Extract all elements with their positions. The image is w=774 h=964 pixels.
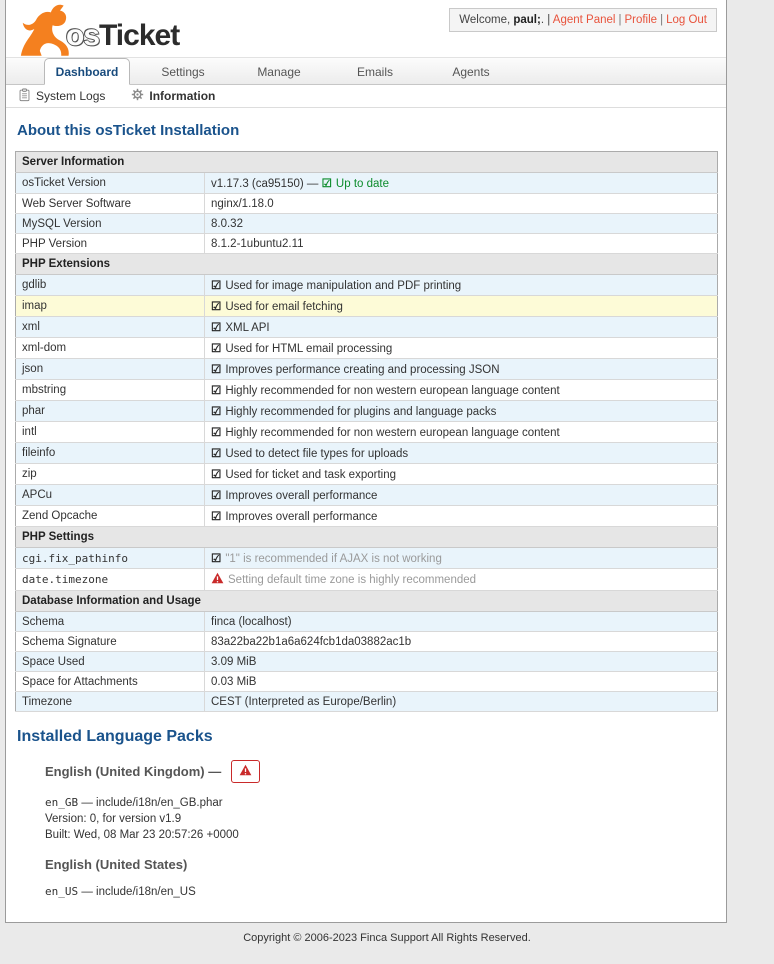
- separator: |: [660, 14, 664, 26]
- pack-code: en_US: [45, 885, 79, 899]
- footer-copyright: Copyright © 2006-2023 Finca Support All Rights Reserved.: [243, 932, 531, 945]
- table-row-phar: [16, 401, 718, 422]
- value-text: Used for ticket and task exporting: [225, 469, 396, 481]
- row-value: [205, 234, 718, 254]
- tab-agents[interactable]: Agents: [452, 65, 490, 79]
- row-label: gdlib: [16, 275, 205, 296]
- row-value: [205, 317, 718, 338]
- value-text: Used to detect file types for uploads: [225, 448, 409, 460]
- value-text: Improves performance creating and processing JSON: [225, 364, 500, 376]
- row-value: [205, 173, 718, 194]
- row-value: [205, 443, 718, 464]
- row-label: Zend Opcache: [16, 506, 205, 527]
- checkbox-icon: ☑: [211, 490, 222, 502]
- row-label: imap: [16, 296, 205, 317]
- logo-text: [66, 21, 179, 51]
- row-value: [205, 672, 718, 692]
- table-row-mysql-version: [16, 214, 718, 234]
- table-row-date-timezone: [16, 569, 718, 591]
- value-text: 8.0.32: [211, 217, 243, 230]
- gear-icon: [131, 88, 144, 104]
- row-value: [205, 338, 718, 359]
- main-window: [5, 0, 727, 923]
- row-value: [205, 692, 718, 712]
- subnav-item-information[interactable]: [131, 88, 215, 104]
- row-label: xml: [16, 317, 205, 338]
- row-label: Space Used: [16, 652, 205, 672]
- user-bar: Welcome, paul;. | Agent Panel | Profile | Log Out: [449, 8, 717, 32]
- value-text: 83a22ba22b1a6a624fcb1da03882ac1b: [211, 635, 412, 648]
- section-row-php-settings: [16, 527, 718, 548]
- table-row-space-used: [16, 652, 718, 672]
- header: [6, 0, 726, 57]
- language-packs-title: Installed Language Packs: [17, 728, 213, 745]
- table-row-osticket-version: [16, 173, 718, 194]
- section-row-server-information: [16, 152, 718, 173]
- value-text: Highly recommended for non western european language content: [225, 385, 560, 397]
- row-label: Timezone: [16, 692, 205, 712]
- checkbox-icon: ☑: [211, 553, 222, 565]
- osticket-logo[interactable]: [18, 2, 179, 57]
- nav-tabs: [6, 57, 726, 85]
- table-row-space-for-attachments: [16, 672, 718, 692]
- separator: |: [618, 14, 622, 26]
- section-header: PHP Settings: [16, 527, 718, 548]
- pack-code-line: en_US — include/i18n/en_US: [45, 885, 196, 899]
- row-value: [205, 652, 718, 672]
- row-label: mbstring: [16, 380, 205, 401]
- table-row-apcu: [16, 485, 718, 506]
- checkbox-icon: ☑: [211, 343, 222, 355]
- username: paul;: [513, 14, 541, 26]
- row-value: [205, 548, 718, 569]
- value-text: Highly recommended for plugins and language packs: [225, 406, 497, 418]
- status-check-icon: ☑: [321, 178, 332, 190]
- section-header: PHP Extensions: [16, 254, 718, 275]
- row-value: [205, 359, 718, 380]
- row-value: [205, 612, 718, 632]
- value-text: Used for image manipulation and PDF printing: [225, 280, 462, 292]
- row-value: [205, 506, 718, 527]
- row-label: MySQL Version: [16, 214, 205, 234]
- table-row-zip: [16, 464, 718, 485]
- checkbox-icon: ☑: [211, 280, 222, 292]
- row-label: json: [16, 359, 205, 380]
- value-text: finca (localhost): [211, 615, 292, 628]
- row-value: [205, 275, 718, 296]
- row-value: [205, 401, 718, 422]
- subnav: [6, 85, 726, 108]
- section-header: Database Information and Usage: [16, 591, 718, 612]
- logo-ticket: Ticket: [99, 19, 180, 52]
- row-label: APCu: [16, 485, 205, 506]
- table-row-gdlib: [16, 275, 718, 296]
- row-label: date.timezone: [16, 569, 205, 591]
- row-value: [205, 464, 718, 485]
- value-text: "1" is recommended if AJAX is not working: [225, 553, 442, 565]
- table-row-mbstring: [16, 380, 718, 401]
- row-value: [205, 214, 718, 234]
- table-row-xml-dom: [16, 338, 718, 359]
- value-text: Used for email fetching: [225, 301, 343, 313]
- row-label: xml-dom: [16, 338, 205, 359]
- checkbox-icon: ☑: [211, 364, 222, 376]
- pack-detail-line: Built: Wed, 08 Mar 23 20:57:26 +0000: [45, 829, 239, 842]
- row-value: [205, 632, 718, 652]
- row-label: intl: [16, 422, 205, 443]
- checkbox-icon: ☑: [211, 385, 222, 397]
- tab-emails[interactable]: Emails: [356, 65, 393, 79]
- table-row-schema-signature: [16, 632, 718, 652]
- tab-dashboard[interactable]: Dashboard: [44, 58, 130, 85]
- table-row-cgi-fix-pathinfo: [16, 548, 718, 569]
- row-label: Schema Signature: [16, 632, 205, 652]
- value-text: nginx/1.18.0: [211, 197, 274, 210]
- value-text: 3.09 MiB: [211, 655, 257, 668]
- row-value: [205, 422, 718, 443]
- language-packs: [45, 760, 718, 922]
- tab-manage[interactable]: Manage: [257, 65, 301, 79]
- value-text: CEST (Interpreted as Europe/Berlin): [211, 695, 397, 708]
- row-label: Schema: [16, 612, 205, 632]
- agent-panel-link[interactable]: Agent Panel: [552, 14, 616, 26]
- profile-link[interactable]: Profile: [624, 14, 658, 26]
- row-label: osTicket Version: [16, 173, 205, 194]
- section-row-php-extensions: [16, 254, 718, 275]
- value-text: Improves overall performance: [225, 511, 378, 523]
- table-row-php-version: [16, 234, 718, 254]
- checkbox-icon: ☑: [211, 448, 222, 460]
- value-text: 0.03 MiB: [211, 675, 257, 688]
- checkbox-icon: ☑: [211, 427, 222, 439]
- subnav-item-label: System Logs: [36, 89, 106, 103]
- section-row-database-information-and-usage: [16, 591, 718, 612]
- pack-code-line: en_GB — include/i18n/en_GB.phar: [45, 796, 223, 809]
- warning-icon: [239, 764, 252, 779]
- subnav-item-label: Information: [149, 89, 216, 103]
- section-header: Server Information: [16, 152, 718, 173]
- checkbox-icon: ☑: [211, 406, 222, 418]
- pack-detail-line: Version: 0, for version v1.9: [45, 813, 182, 826]
- value-text: XML API: [225, 322, 270, 334]
- value-text: Highly recommended for non western european language content: [225, 427, 560, 439]
- checkbox-icon: ☑: [211, 322, 222, 334]
- warning-icon: [211, 572, 224, 587]
- language-pack-en-gb: [45, 760, 718, 843]
- info-table-body: [16, 152, 718, 712]
- pack-name: English (United States): [45, 857, 188, 873]
- value-text: Used for HTML email processing: [225, 343, 393, 355]
- row-value: [205, 380, 718, 401]
- table-row-schema: [16, 612, 718, 632]
- up-to-date-status: ☑ Up to date: [321, 178, 389, 190]
- log-icon: [18, 88, 31, 105]
- page-title: About this osTicket Installation: [17, 122, 240, 139]
- row-label: phar: [16, 401, 205, 422]
- table-row-xml: [16, 317, 718, 338]
- info-table: [15, 151, 718, 712]
- row-value: [205, 485, 718, 506]
- table-row-timezone: [16, 692, 718, 712]
- pack-name: English (United Kingdom) —: [45, 764, 222, 779]
- row-label: zip: [16, 464, 205, 485]
- table-row-imap: [16, 296, 718, 317]
- row-label: cgi.fix_pathinfo: [16, 548, 205, 569]
- row-label: PHP Version: [16, 234, 205, 254]
- log-out-link[interactable]: Log Out: [666, 14, 707, 26]
- row-label: fileinfo: [16, 443, 205, 464]
- row-label: Web Server Software: [16, 194, 205, 214]
- table-row-intl: [16, 422, 718, 443]
- subnav-item-system-logs[interactable]: [18, 88, 105, 105]
- value-text: 8.1.2-1ubuntu2.11: [211, 237, 304, 250]
- value-text: v1.17.3 (ca95150) —: [211, 178, 319, 190]
- value-text: Improves overall performance: [225, 490, 378, 502]
- tab-settings[interactable]: Settings: [161, 65, 205, 79]
- checkbox-icon: ☑: [211, 511, 222, 523]
- table-row-json: [16, 359, 718, 380]
- pack-warning-button[interactable]: [231, 760, 260, 783]
- content: [6, 108, 726, 922]
- row-label: Space for Attachments: [16, 672, 205, 692]
- language-pack-en-us: [45, 857, 718, 900]
- row-value: [205, 194, 718, 214]
- row-value: [205, 569, 718, 591]
- value-text: Setting default time zone is highly recommended: [228, 574, 477, 586]
- table-row-web-server-software: [16, 194, 718, 214]
- logo-os: os: [66, 19, 100, 52]
- table-row-zend-opcache: [16, 506, 718, 527]
- checkbox-icon: ☑: [211, 469, 222, 481]
- pack-code: en_GB: [45, 796, 79, 809]
- row-value: [205, 296, 718, 317]
- table-row-fileinfo: [16, 443, 718, 464]
- checkbox-icon: ☑: [211, 301, 222, 313]
